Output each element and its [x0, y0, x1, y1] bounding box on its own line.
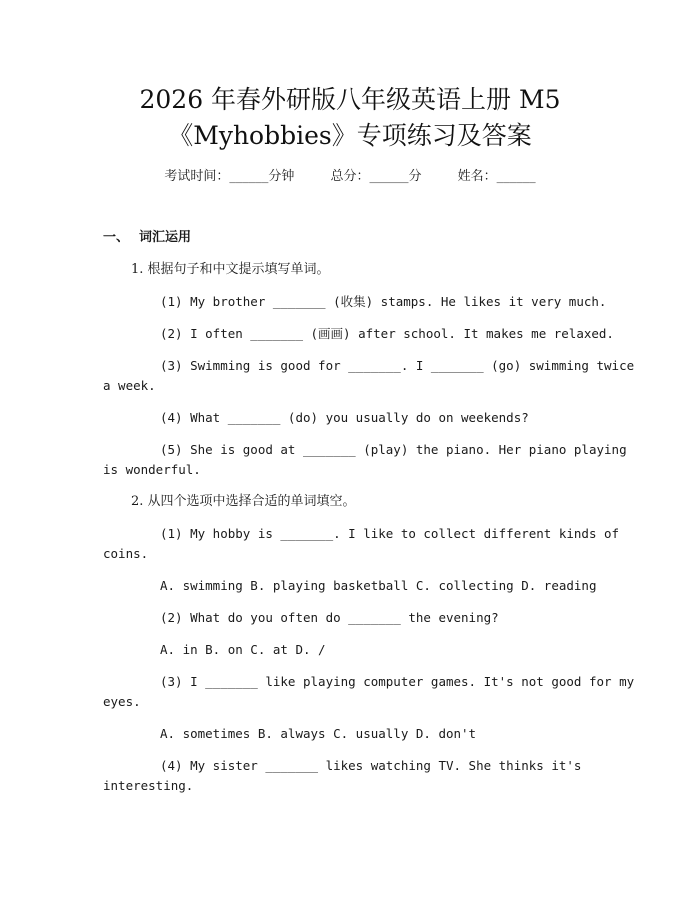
question-2-item: (4) My sister _______ likes watching TV. She thinks it's — [160, 758, 582, 773]
question-2-item: (3) I _______ like playing computer games. It's not good for my — [160, 674, 635, 689]
question-1-item: (1) My brother _______ (收集) stamps. He likes it very much. — [160, 294, 607, 309]
question-1-item: (4) What _______ (do) you usually do on weekends? — [160, 410, 529, 425]
exam-score: 总分：______分 — [330, 169, 422, 184]
document-title-line-1: 2026 年春外研版八年级英语上册 M5 — [139, 85, 561, 114]
question-1-item-continued: is wonderful. — [103, 462, 201, 477]
question-2-item: (1) My hobby is _______. I like to collect different kinds of — [160, 526, 620, 541]
section-heading — [103, 229, 191, 247]
question-2-options: A. sometimes B. always C. usually D. don't — [160, 726, 477, 741]
question-1-item-continued: a week. — [103, 378, 156, 393]
question-2-item: (2) What do you often do _______ the evening? — [160, 610, 499, 625]
question-1-item: (5) She is good at _______ (play) the piano. Her piano playing — [160, 442, 627, 457]
question-1-instruction: 1. 根据句子和中文提示填写单词。 — [131, 262, 330, 277]
question-2-options: A. in B. on C. at D. / — [160, 642, 326, 657]
section-title: 词汇运用 — [139, 230, 192, 245]
exam-meta — [0, 168, 700, 186]
question-1-item: (3) Swimming is good for _______. I _______ (go) swimming twice — [160, 358, 635, 373]
question-2-item-continued: coins. — [103, 546, 149, 561]
question-2-options: A. swimming B. playing basketball C. collecting D. reading — [160, 578, 597, 593]
question-2-item-continued: eyes. — [103, 694, 141, 709]
section-number: 一、 — [103, 230, 130, 245]
question-2-instruction: 2. 从四个选项中选择合适的单词填空。 — [131, 494, 356, 509]
exam-name: 姓名：______ — [457, 169, 536, 184]
question-2-item-continued: interesting. — [103, 778, 194, 793]
question-1-item: (2) I often _______ (画画) after school. It makes me relaxed. — [160, 326, 614, 341]
document-title-line-2: 《Myhobbies》专项练习及答案 — [168, 121, 532, 150]
exam-time: 考试时间：______分钟 — [164, 169, 295, 184]
